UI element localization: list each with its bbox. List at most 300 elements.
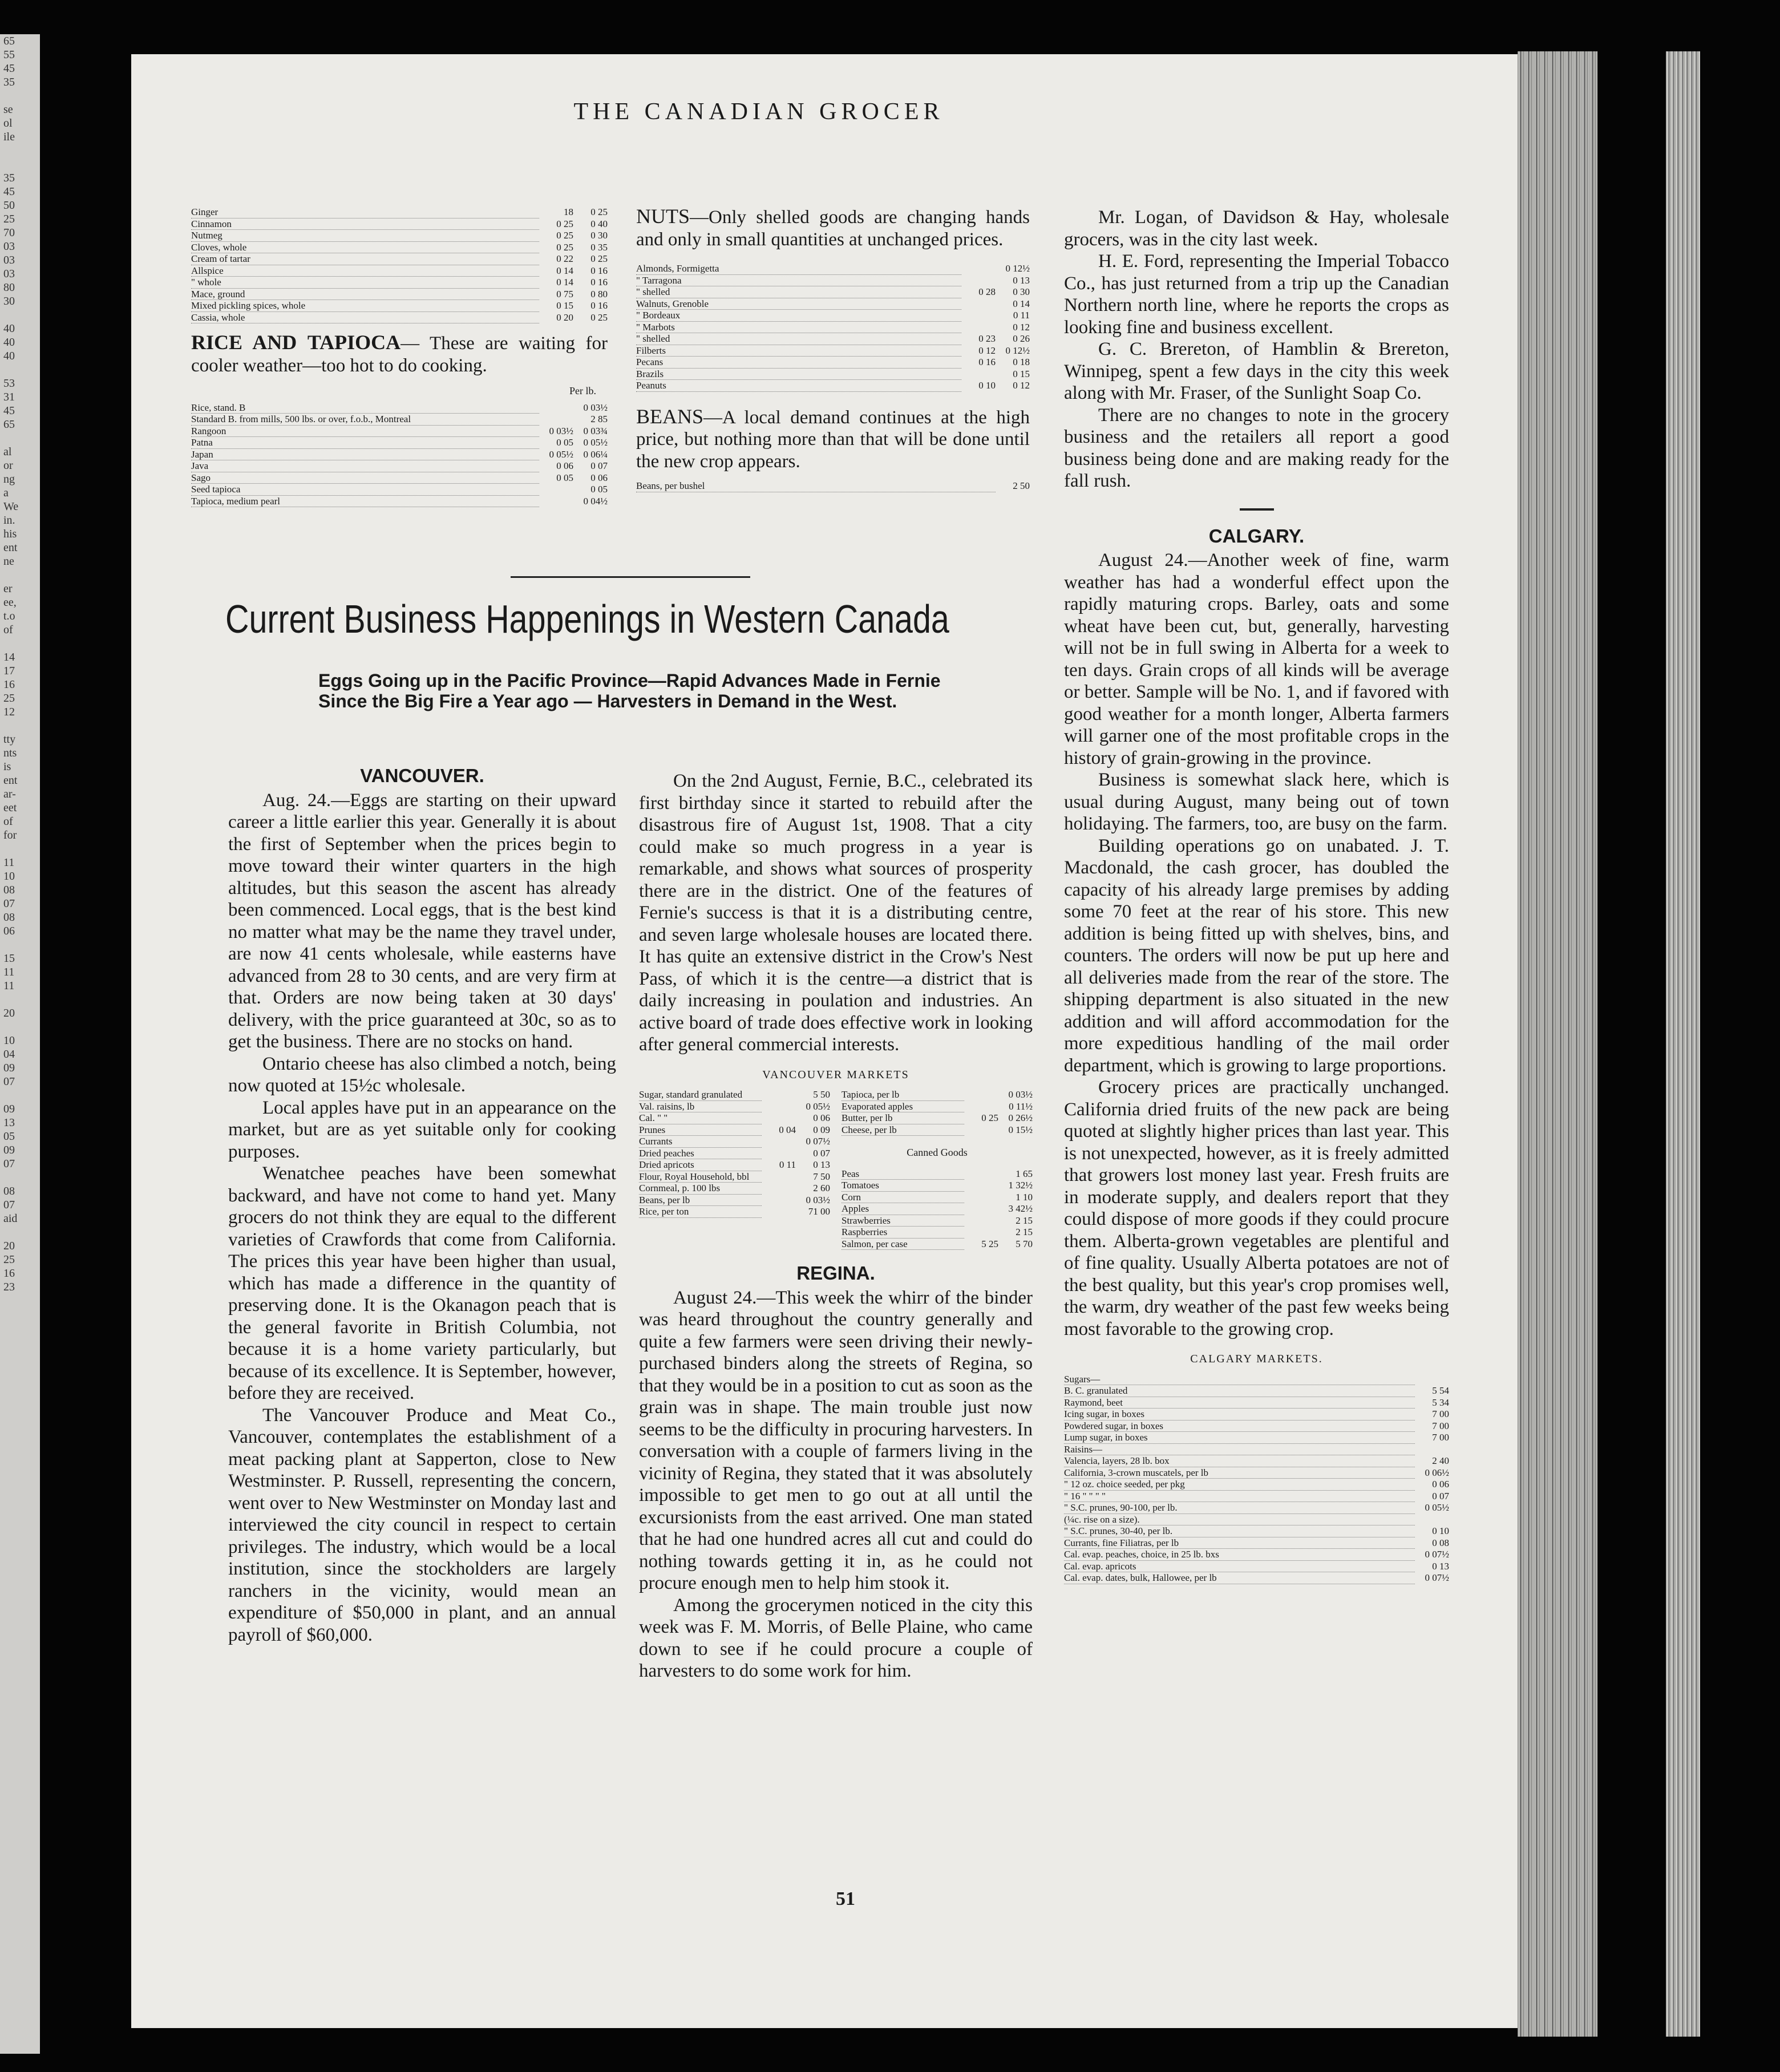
paragraph: G. C. Brereton, of Hamblin & Brereton, Winnipeg, spent a few days in the city this week along with Mr. Fraser, of the Sunlight Soap Co. xyxy=(1064,339,1449,403)
strip-fragment: 53 xyxy=(3,377,15,390)
strip-fragment: 07 xyxy=(3,1158,15,1170)
canned-good-item: Corn xyxy=(842,1191,964,1203)
strip-fragment: ar- xyxy=(3,788,16,800)
strip-fragment: 65 xyxy=(3,418,15,431)
strip-fragment: of xyxy=(3,815,13,828)
spice-price: 0 25 xyxy=(556,218,573,229)
spice-price: 0 22 xyxy=(556,253,573,264)
nut-item: Pecans xyxy=(636,357,961,369)
canned-good-price: 1 32½ xyxy=(1008,1180,1033,1191)
book-edge-far xyxy=(1666,51,1700,2037)
vancouver-market-item: Cornmeal, p. 100 lbs xyxy=(639,1183,762,1195)
calgary-market-price: 0 05½ xyxy=(1425,1502,1449,1513)
strip-fragment: 09 xyxy=(3,1144,15,1156)
calgary-market-item: Cal. evap. peaches, choice, in 25 lb. bxs xyxy=(1064,1549,1415,1561)
table-row xyxy=(191,448,608,460)
rice-price: 0 03½ xyxy=(549,425,573,436)
strip-fragment: ol xyxy=(3,117,13,130)
table-row xyxy=(639,1136,830,1148)
strip-fragment: 16 xyxy=(3,678,15,691)
calgary-market-price: 5 54 xyxy=(1432,1385,1449,1396)
nut-price xyxy=(961,263,996,274)
canned-good-price: 1 65 xyxy=(1016,1168,1033,1179)
nut-price: 0 23 xyxy=(978,333,996,344)
table-row xyxy=(842,1089,1033,1100)
strip-fragment: 07 xyxy=(3,897,15,910)
vancouver-market-price xyxy=(762,1136,796,1148)
canned-good-price: 5 70 xyxy=(1016,1238,1033,1249)
strip-fragment: 70 xyxy=(3,226,15,239)
strip-fragment: for xyxy=(3,829,17,841)
strip-fragment: ent xyxy=(3,774,18,787)
table-row xyxy=(1064,1467,1449,1479)
canned-good-item: Apples xyxy=(842,1203,964,1215)
col3 xyxy=(1064,207,1449,1584)
canned-goods-label: Canned Goods xyxy=(907,1147,968,1158)
spice-price: 0 35 xyxy=(590,241,608,253)
vancouver-article xyxy=(228,790,616,1646)
vancouver-market-price xyxy=(762,1100,796,1112)
nut-price: 0 16 xyxy=(978,357,996,367)
canned-good-price xyxy=(964,1215,998,1227)
vancouver-market-price: 5 50 xyxy=(813,1089,830,1100)
nut-item: Brazils xyxy=(636,368,961,380)
table-row xyxy=(639,1159,830,1171)
table-row xyxy=(1064,1525,1449,1537)
spice-item: Cinnamon xyxy=(191,218,539,230)
calgary-market-price: 0 08 xyxy=(1432,1537,1449,1548)
vancouver-market-price xyxy=(762,1194,796,1206)
vancouver-market-price: 0 11 xyxy=(779,1159,796,1170)
article-subtitle: Eggs Going up in the Pacific Province—Rapid Advances Made in Fernie Since the Big Fire a Year ago — Harvesters in Demand in the West. xyxy=(318,670,941,711)
strip-fragment: 16 xyxy=(3,1267,15,1280)
vancouver-market-item: Flour, Royal Household, bbl xyxy=(639,1171,762,1183)
strip-fragment: 15 xyxy=(3,952,15,965)
calgary-market-price: 0 07 xyxy=(1432,1490,1449,1502)
divider xyxy=(1240,508,1274,511)
calgary-market-item: Cal. evap. apricots xyxy=(1064,1560,1415,1572)
table-row xyxy=(1064,1502,1449,1514)
spice-item: Cream of tartar xyxy=(191,253,539,265)
strip-fragment xyxy=(3,568,40,582)
table-row xyxy=(1064,1572,1449,1584)
vancouver-market-item: Val. raisins, lb xyxy=(639,1100,762,1112)
rice-price: 0 05 xyxy=(556,437,573,448)
nuts-table xyxy=(636,263,1030,392)
strip-fragment: 05 xyxy=(3,1130,15,1143)
rice-price: 0 05½ xyxy=(549,448,573,460)
nut-price: 0 14 xyxy=(1013,298,1030,309)
rice-per-label: Per lb. xyxy=(569,385,596,396)
strip-fragment xyxy=(3,1171,40,1184)
vancouver-markets-right xyxy=(842,1089,1033,1136)
table-row xyxy=(842,1180,1033,1192)
canned-good-price: 3 42½ xyxy=(1008,1203,1033,1214)
beans-section xyxy=(636,406,1030,473)
vancouver-market-item: Sugar, standard granulated xyxy=(639,1089,762,1100)
calgary-market-price: 0 10 xyxy=(1432,1525,1449,1536)
table-row xyxy=(191,207,608,218)
table-row xyxy=(636,263,1030,274)
strip-fragment xyxy=(3,157,40,171)
spice-price: 0 14 xyxy=(556,265,573,276)
strip-fragment: al xyxy=(3,446,12,458)
col2-bottom xyxy=(639,770,1033,1682)
vancouver-market-price xyxy=(964,1100,998,1112)
rice-price xyxy=(539,495,573,507)
table-row xyxy=(191,484,608,496)
calgary-market-price: 0 06 xyxy=(1432,1479,1449,1490)
strip-fragment: 40 xyxy=(3,350,15,362)
rice-price: 0 03½ xyxy=(583,402,608,413)
vancouver-market-item: Cheese, per lb xyxy=(842,1124,964,1136)
strip-fragment: 08 xyxy=(3,911,15,924)
canned-good-item: Strawberries xyxy=(842,1215,964,1227)
table-row xyxy=(639,1194,830,1206)
strip-fragment: 09 xyxy=(3,1062,15,1074)
title-rule xyxy=(511,576,750,578)
nut-price: 0 10 xyxy=(978,380,996,391)
vancouver-market-price: 0 07 xyxy=(813,1147,830,1159)
vancouver-markets-left xyxy=(639,1089,830,1218)
calgary-article xyxy=(1064,549,1449,1340)
previous-page-strip xyxy=(0,34,40,2054)
calgary-market-item: Icing sugar, in boxes xyxy=(1064,1409,1415,1421)
nut-price: 0 26 xyxy=(1013,333,1030,344)
strip-fragment: aid xyxy=(3,1212,18,1225)
rice-item: Seed tapioca xyxy=(191,484,539,496)
strip-fragment: ne xyxy=(3,555,14,568)
spice-price: 0 25 xyxy=(590,253,608,264)
table-row xyxy=(1064,1513,1449,1525)
spice-item: Mixed pickling spices, whole xyxy=(191,300,539,312)
calgary-market-item: Valencia, layers, 28 lb. box xyxy=(1064,1455,1415,1467)
paragraph: Wenatchee peaches have been somewhat backward, and have not come to hand yet. Many grocers do not think they are equal to the different varieties of Crawfords that come from California. The prices this year have been higher than usual, which has made a difference in the quantity of preserving done. It is the Okanagon peach that is the general favorite in British Columbia, not because it is a home variety particularly, but because of its excellence. It is September, however, before they are received. xyxy=(228,1163,616,1403)
strip-fragment: 35 xyxy=(3,172,15,184)
strip-fragment: a xyxy=(3,487,9,499)
paragraph: H. E. Ford, representing the Imperial Tobacco Co., has just returned from a trip up the Canadian Northern north line, where he reports the crops as looking fine and business excellent. xyxy=(1064,251,1449,338)
rice-price xyxy=(539,414,573,426)
strip-fragment: ee, xyxy=(3,596,17,609)
nut-price: 0 28 xyxy=(978,286,996,297)
calgary-market-price: 0 07½ xyxy=(1425,1572,1449,1583)
table-row xyxy=(191,300,608,312)
nut-price xyxy=(961,310,996,322)
strip-fragment: 50 xyxy=(3,199,15,212)
strip-fragment: 11 xyxy=(3,966,15,978)
spice-price: 0 16 xyxy=(590,277,608,288)
vancouver-market-price xyxy=(762,1147,796,1159)
table-row xyxy=(191,414,608,426)
table-row xyxy=(639,1089,830,1100)
vancouver-market-item: Beans, per lb xyxy=(639,1194,762,1206)
nut-price: 0 12½ xyxy=(1005,345,1030,356)
paragraph: Local apples have put in an appearance on the market, but are as yet suitable only for cooking purposes. xyxy=(228,1097,616,1162)
nut-price xyxy=(961,321,996,333)
table-row xyxy=(636,345,1030,357)
rice-item: Patna xyxy=(191,437,539,449)
strip-fragment: 80 xyxy=(3,281,15,294)
strip-fragment: 45 xyxy=(3,404,15,417)
strip-fragment: 25 xyxy=(3,213,15,225)
strip-fragment: 20 xyxy=(3,1240,15,1252)
nut-price: 0 18 xyxy=(1013,357,1030,367)
calgary-market-item: (¼c. rise on a size). xyxy=(1064,1513,1415,1525)
nut-price: 0 12 xyxy=(1013,321,1030,333)
spice-price: 18 xyxy=(564,207,573,218)
rice-price: 0 06 xyxy=(556,460,573,471)
strip-fragment: nts xyxy=(3,747,17,759)
table-row xyxy=(191,402,608,414)
vancouver-market-item: Dried apricots xyxy=(639,1159,762,1171)
strip-fragment: 03 xyxy=(3,240,15,253)
beans-text: —A local demand continues at the high price, but nothing more than that will be done until the new crop appears. xyxy=(636,407,1030,472)
strip-fragment: 13 xyxy=(3,1116,15,1129)
table-row xyxy=(1064,1432,1449,1444)
strip-fragment xyxy=(3,89,40,103)
spice-item: " whole xyxy=(191,277,539,289)
strip-fragment: eet xyxy=(3,802,17,814)
vancouver-market-price: 0 05½ xyxy=(806,1100,830,1112)
rice-price: 0 06 xyxy=(590,472,608,483)
vancouver-market-price: 0 15½ xyxy=(1008,1124,1033,1135)
strip-fragment xyxy=(3,1088,40,1102)
table-row xyxy=(191,253,608,265)
spice-price: 0 20 xyxy=(556,311,573,323)
table-row xyxy=(636,298,1030,310)
vancouver-market-price: 0 25 xyxy=(981,1112,998,1123)
col1-top xyxy=(191,207,608,507)
table-row xyxy=(1064,1455,1449,1467)
strip-fragment xyxy=(3,1020,40,1034)
strip-fragment: 20 xyxy=(3,1007,15,1019)
strip-fragment: 07 xyxy=(3,1075,15,1088)
table-row xyxy=(191,288,608,300)
nut-item: " Marbots xyxy=(636,321,961,333)
strip-fragment: of xyxy=(3,624,13,636)
nut-price: 0 30 xyxy=(1013,286,1030,297)
canned-goods-table xyxy=(842,1168,1033,1251)
vancouver-market-price: 0 07½ xyxy=(806,1136,830,1147)
strip-fragment xyxy=(3,308,40,322)
col2-top xyxy=(636,205,1030,492)
paragraph: Aug. 24.—Eggs are starting on their upward career a little earlier this year. Generally it is about the first of September when the prices begin to move toward their winter quarters in the high altitudes, but this season the ascent has already been commenced. Local eggs, that is the best kind no matter what may be the name they travel under, are now 41 cents wholesale, while easterns have advanced from 28 to 30 cents, and are very firm at that. Orders are now being taken at 30 days' delivery, with the price guaranteed at 30c, so as to get the business. There are no stocks on hand. xyxy=(228,790,616,1052)
strip-fragment xyxy=(3,842,40,856)
strip-fragment: 25 xyxy=(3,692,15,705)
nut-price: 0 12½ xyxy=(1005,263,1030,274)
rice-item: Standard B. from mills, 500 lbs. or over, f.o.b., Montreal xyxy=(191,414,539,426)
table-row xyxy=(1064,1443,1449,1455)
table-row xyxy=(191,460,608,472)
canned-good-price: 1 10 xyxy=(1016,1191,1033,1203)
table-row xyxy=(191,311,608,323)
spice-item: Cassia, whole xyxy=(191,311,539,323)
spice-price: 0 75 xyxy=(556,288,573,300)
nut-item: Filberts xyxy=(636,345,961,357)
calgary-market-price: 0 07½ xyxy=(1425,1549,1449,1560)
rice-item: Japan xyxy=(191,448,539,460)
table-row xyxy=(1064,1479,1449,1491)
table-row xyxy=(639,1100,830,1112)
calgary-market-item: California, 3-crown muscatels, per lb xyxy=(1064,1467,1415,1479)
rice-heading: RICE AND TAPIOCA xyxy=(191,331,401,354)
nut-item: Walnuts, Grenoble xyxy=(636,298,961,310)
calgary-market-item: B. C. granulated xyxy=(1064,1385,1415,1397)
calgary-market-item: Raymond, beet xyxy=(1064,1397,1415,1409)
calgary-market-price: 7 00 xyxy=(1432,1432,1449,1443)
vancouver-market-price xyxy=(964,1089,998,1100)
vancouver-market-price xyxy=(964,1124,998,1136)
rice-price xyxy=(539,484,573,496)
article-title: Current Business Happenings in Western Canada xyxy=(225,597,949,641)
table-row xyxy=(636,310,1030,322)
strip-fragment: 11 xyxy=(3,980,15,992)
vancouver-market-item: Tapioca, per lb xyxy=(842,1089,964,1100)
spice-price: 0 14 xyxy=(556,277,573,288)
table-row xyxy=(636,321,1030,333)
table-row xyxy=(191,218,608,230)
spice-item: Nutmeg xyxy=(191,230,539,242)
vancouver-market-price: 0 03½ xyxy=(806,1194,830,1205)
nut-price: 0 12 xyxy=(978,345,996,356)
table-row xyxy=(636,368,1030,380)
winnipeg-notes xyxy=(1064,207,1449,492)
vancouver-market-price xyxy=(762,1206,796,1218)
beans-row-price: 2 50 xyxy=(1013,480,1030,492)
table-row xyxy=(639,1112,830,1124)
strip-fragment: 25 xyxy=(3,1253,15,1266)
rice-text: — These are waiting for cooler weather—too hot to do cooking. xyxy=(191,333,608,376)
table-row xyxy=(191,241,608,253)
nut-item: Peanuts xyxy=(636,380,961,392)
strip-fragment: 07 xyxy=(3,1199,15,1211)
rice-price: 0 05 xyxy=(590,484,608,495)
paragraph: Mr. Logan, of Davidson & Hay, wholesale grocers, was in the city last week. xyxy=(1064,207,1449,250)
spice-price: 0 15 xyxy=(556,300,573,311)
calgary-market-price: 2 40 xyxy=(1432,1455,1449,1466)
strip-fragment xyxy=(3,637,40,650)
spice-price: 0 80 xyxy=(590,288,608,300)
nut-price: 0 13 xyxy=(1013,274,1030,286)
strip-fragment: 55 xyxy=(3,48,15,61)
vancouver-market-price xyxy=(762,1112,796,1124)
calgary-markets-table xyxy=(1064,1374,1449,1584)
nut-price xyxy=(961,368,996,380)
table-row xyxy=(842,1168,1033,1180)
canned-good-item: Raspberries xyxy=(842,1227,964,1239)
table-row xyxy=(191,265,608,277)
canned-good-price xyxy=(964,1168,998,1180)
canned-good-item: Salmon, per case xyxy=(842,1238,964,1250)
vancouver-heading: VANCOUVER. xyxy=(360,765,484,786)
calgary-market-item: Lump sugar, in boxes xyxy=(1064,1432,1415,1444)
paragraph: On the 2nd August, Fernie, B.C., celebrated its first birthday since it started to rebuild after the disastrous fire of August 1st, 1908. That a city could make so much progress in a year is remarkable, and shows what sources of prosperity there are in the district. One of the features of Fernie's success is that it is a distributing centre, and seven large wholesale houses are located there. It has quite an extensive district in the Crow's Nest Pass, of which it is the centre—a district that is daily increasing in poulation and industries. An active board of trade does effective work in looking after general commercial interests. xyxy=(639,771,1033,1055)
vancouver-market-price xyxy=(762,1171,796,1183)
calgary-market-item: " 16 " " " " xyxy=(1064,1490,1415,1502)
rice-price: 0 07 xyxy=(590,460,608,471)
strip-fragment: 30 xyxy=(3,295,15,307)
strip-fragment: 09 xyxy=(3,1103,15,1115)
strip-fragment: ng xyxy=(3,473,15,485)
calgary-market-item: " S.C. prunes, 90-100, per lb. xyxy=(1064,1502,1415,1514)
col1-bottom xyxy=(228,762,616,1646)
vancouver-market-price: 2 60 xyxy=(813,1183,830,1193)
canned-good-price: 5 25 xyxy=(981,1238,998,1249)
vancouver-markets-title: VANCOUVER MARKETS xyxy=(762,1068,909,1081)
paragraph: The Vancouver Produce and Meat Co., Vancouver, contemplates the establishment of a meat packing plant at Sapperton, close to New Westminster. P. Russell, representing the concern, went over to New Westminster on Monday last and interviewed the city council in respect to certain privileges. The industry, which would be a local institution, since the stockholders are largely ranchers in the vicinity, would mean an expenditure of $50,000 in plant, and an annual payroll of $60,000. xyxy=(228,1405,616,1645)
paragraph: August 24.—This week the whirr of the binder was heard throughout the country generally and quite a few farmers were seen driving their newly-purchased binders along the streets of Regina, so that they would be in a position to cut as soon as the grain was in shape. The main trouble just now seems to be the difficulty in procuring harvesters. In conversation with a couple of farmers living in the vicinity of Regina, they stated that it was absolutely impossible to get men to go out at all until the excursionists from the east arrived. One man stated that he had one hundred acres all cut and could do nothing towards getting it in, as he could not procure enough men to help him stook it. xyxy=(639,1287,1033,1593)
calgary-market-item: Powdered sugar, in boxes xyxy=(1064,1420,1415,1432)
strip-fragment: 06 xyxy=(3,925,15,937)
strip-fragment: ent xyxy=(3,541,18,554)
vancouver-market-price: 0 06 xyxy=(813,1112,830,1123)
strip-fragment xyxy=(3,993,40,1006)
table-row xyxy=(842,1227,1033,1239)
table-row xyxy=(191,495,608,507)
table-row xyxy=(1064,1490,1449,1502)
table-row xyxy=(842,1191,1033,1203)
table-row xyxy=(636,357,1030,369)
table-row xyxy=(1064,1420,1449,1432)
nuts-text: —Only shelled goods are changing hands and only in small quantities at unchanged prices. xyxy=(636,207,1030,250)
rice-price: 0 03¾ xyxy=(583,425,608,436)
strip-fragment: 12 xyxy=(3,706,15,718)
canned-good-price xyxy=(964,1203,998,1215)
vancouver-article-continued xyxy=(639,770,1033,1056)
calgary-market-item: Currants, fine Filiatras, per lb xyxy=(1064,1537,1415,1549)
calgary-market-price xyxy=(1415,1513,1449,1525)
vancouver-market-item: Prunes xyxy=(639,1124,762,1136)
calgary-markets-title: CALGARY MARKETS. xyxy=(1190,1353,1323,1365)
table-row xyxy=(1064,1374,1449,1385)
table-row xyxy=(191,472,608,484)
paragraph: Business is somewhat slack here, which is usual during August, many being out of town holidaying. The farmers, too, are busy on the farm. xyxy=(1064,770,1449,834)
calgary-market-price: 7 00 xyxy=(1432,1409,1449,1419)
table-row xyxy=(636,480,1030,492)
vancouver-market-item: Evaporated apples xyxy=(842,1100,964,1112)
nuts-heading: NUTS xyxy=(636,205,690,228)
strip-fragment: 23 xyxy=(3,1281,15,1293)
spice-item: Mace, ground xyxy=(191,288,539,300)
vancouver-market-price: 0 26½ xyxy=(1008,1112,1033,1123)
table-row xyxy=(639,1124,830,1136)
table-row xyxy=(191,277,608,289)
vancouver-market-item: Currants xyxy=(639,1136,762,1148)
nut-item: Almonds, Formigetta xyxy=(636,263,961,274)
rice-item: Java xyxy=(191,460,539,472)
rice-item: Sago xyxy=(191,472,539,484)
strip-fragment: 40 xyxy=(3,322,15,335)
page-number: 51 xyxy=(836,1888,855,1909)
rice-price: 0 05½ xyxy=(583,437,608,448)
strip-fragment xyxy=(3,144,40,157)
rice-price xyxy=(539,402,573,414)
strip-fragment: 17 xyxy=(3,665,15,677)
table-row xyxy=(639,1147,830,1159)
rice-price: 0 04½ xyxy=(583,495,608,507)
canned-good-price xyxy=(964,1180,998,1192)
table-row xyxy=(1064,1385,1449,1397)
strip-fragment: 03 xyxy=(3,254,15,266)
strip-fragment: 11 xyxy=(3,856,15,869)
vancouver-market-price: 0 09 xyxy=(813,1124,830,1135)
strip-fragment: 10 xyxy=(3,1034,15,1047)
strip-fragment xyxy=(3,938,40,952)
calgary-market-item: " S.C. prunes, 30-40, per lb. xyxy=(1064,1525,1415,1537)
spice-item: Ginger xyxy=(191,207,539,218)
strip-fragment: t.o xyxy=(3,610,15,622)
strip-fragment: 35 xyxy=(3,76,15,88)
